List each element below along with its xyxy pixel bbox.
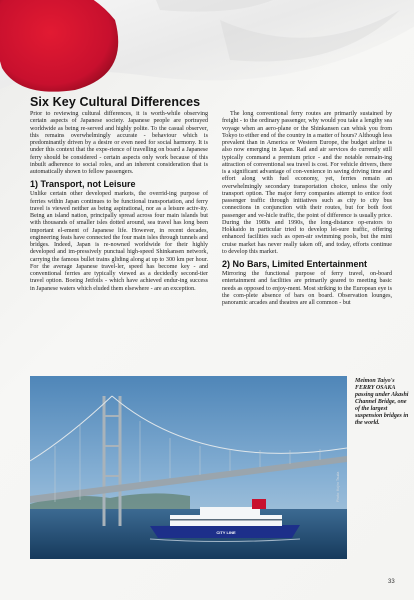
ship-livery-text: CITY LINE <box>216 530 236 535</box>
ferry-bridge-photo <box>30 376 347 559</box>
photo-credit: Photo: Kojiro Tsuda <box>336 471 340 502</box>
page-number: 33 <box>388 579 395 585</box>
section-2-heading: 2) No Bars, Limited Entertainment <box>222 259 368 269</box>
left-text-column <box>30 111 208 295</box>
photo-caption: Meimon Taiyo's FERRY OSAKA passing under Akashi Channel Bridge, one of the largest suspension bridges in the world. <box>355 378 409 426</box>
section-1-heading: 1) Transport, not Leisure <box>30 179 136 190</box>
freight-paragraph: The long conventional ferry routes are primarily sustained by freight - to the ordinary passenger, why would you take a lengthy sea voyage when an aero-plane or the Shinkansen can whisk you from Tokyo to either end of the country in a matter of hours? Although less prevalent than in America or Western Europe, the budget airline is also now emerging in Japan. Rail and air services do currently still typically command a premium price - and the notable remain-ing attraction of conventional sea travel is cost. For vehicle drivers, there is a significant advantage of con-venience in saving driving time and effort along with fuel economy, yet, ferries remain an overwhelmingly secondary transportation choice, unless the only transport option. The major ferry companies attempt to entice foot passenger traffic through initiatives such as city to city bus connections in conjunction with their routes, but for both foot passenger and ve-hicle traffic, the point of difference is usually price. During the 1980s and 1990s, the long-distance op-erators to Hokkaido in particular tried to develop lei-sure traffic, offering enhanced facilities such as open-air swimming pools, but the mini cruise market has never really taken off, and today, efforts continue to develop this market. <box>222 111 392 255</box>
red-sun-disc <box>0 0 118 92</box>
section-2-paragraph: Mirroring the functional purpose of ferry travel, on-board entertainment and facilities are primarily geared to meeting basic needs as opposed to enjoy-ment. Most striking to the European eye is the com-plete absence of bars on board. Observation lounges, panoramic arcades and theatres are all common - but <box>222 271 392 306</box>
article-title: Six Key Cultural Differences <box>30 95 201 109</box>
intro-paragraph: Prior to reviewing cultural differences, it is worth-while observing certain aspects of Japanese society. Japanese people are portrayed worldwide as being re-served and highly polite. To the casual observer, this remains overwhelmingly accurate - behaviour which is predominantly driven by a desire or even need for social harmony. It is under this context that the expe-rience of travelling on board a Japanese ferry should be considered - certain aspects only work because of this inbuilt adherence to social roles, and an inherent consideration that is automatically shown to fellow passengers. <box>30 111 208 175</box>
right-text-column <box>222 111 392 309</box>
section-1-paragraph: Unlike certain other developed markets, the overrid-ing purpose of ferries within Japan continues to be functional transportation, and ferry travel is viewed neither as being aspirational, nor as a leisure activ-ity. Being an island nation, principally spread across four main islands but with thousands of smaller isles dotted around, sea travel has long been important el-ement of Japanese life. However, in recent decades, engineering feats have connected the four main isles through tunnels and bridges. Indeed, Japan is re-nowned worldwide for their highly developed and im-pressively punctual high-speed Shinkansen network, carrying the famous bullet trains gliding along at up to 300 km per hour. For the average Japanese travel-ler, speed has become key - and conventional ferries are typically viewed as a decidedly second-tier travel option. Boeing Jetfoils - which have achieved endur-ing success in Japanese waters which eluded them elsewhere - are an exception. <box>30 191 208 292</box>
japanese-flag-image <box>0 0 414 100</box>
